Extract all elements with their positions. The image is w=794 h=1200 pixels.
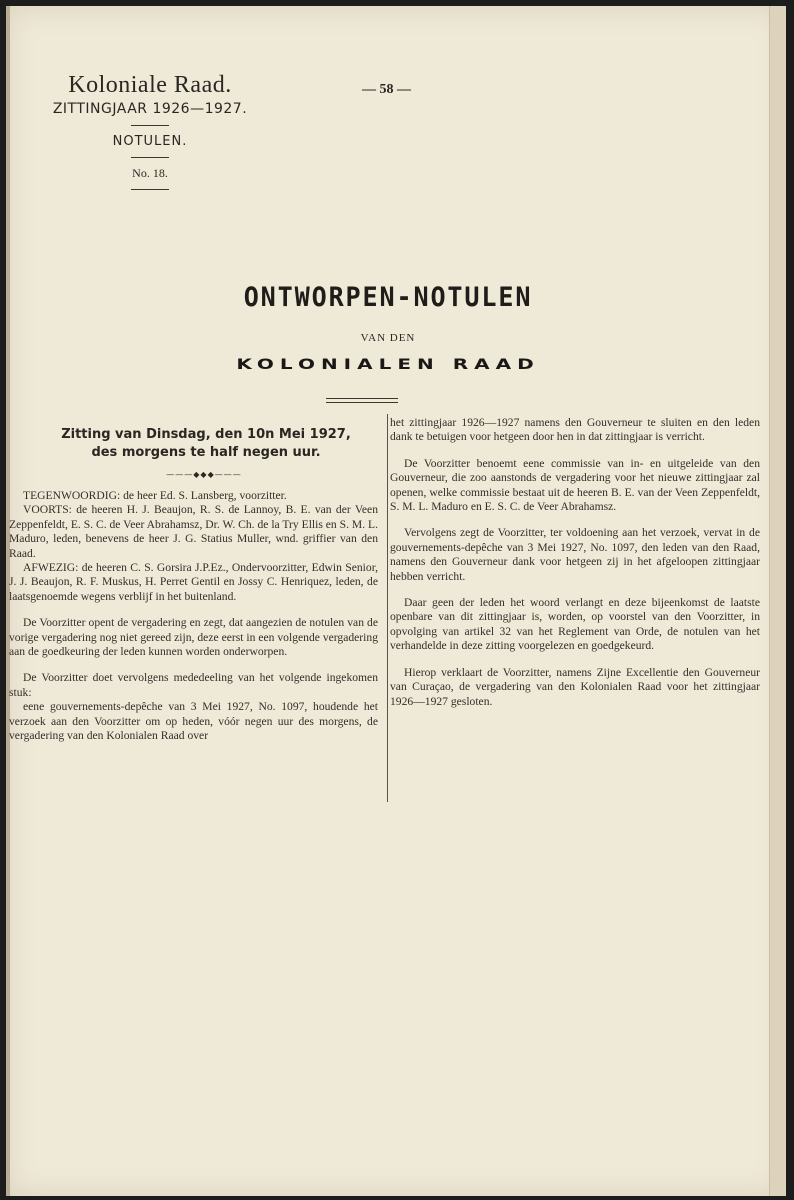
paragraph-continuation: het zittingjaar 1926—1927 namens den Gouverneur te sluiten en den leden dank te betuigen voor hetgeen door hen in dat zittingjaar is verricht. (390, 416, 760, 444)
paragraph-absent: AFWEZIG: de heeren C. S. Gorsira J.P.Ez., Ondervoorzitter, Edwin Senior, J. J. Beaujon, R. F. Muskus, H. Perret Gentil en Jossy C. Henriquez, leden, de laatsgenoemde wegens verblijf in het buitenland. (9, 561, 378, 603)
header-rule (131, 157, 169, 158)
left-column-text (6, 489, 382, 744)
masthead-title: ONTWORPEN-NOTULEN (243, 282, 533, 313)
document-page (6, 6, 786, 1196)
masthead-van-den: VAN DEN (360, 332, 416, 344)
paragraph-opening: De Voorzitter opent de vergadering en zegt, dat aangezien de notulen van de vorige vergadering nog niet gereed zijn, deze eerst in een volgende vergadering aan de goedkeuring der leden kunnen worden onderworpen. (9, 616, 378, 659)
page-edge (769, 6, 786, 1196)
paragraph-thanks: Vervolgens zegt de Voorzitter, ter voldoening aan het verzoek, vervat in de gouvernements-depêche van 3 Mei 1927, No. 1097, den leden van den Raad, namens den Gouverneur dank voor hetgeen zij in het afgeloopen zittingjaar hebben verricht. (390, 526, 760, 583)
notulen-label: NOTULEN. (112, 134, 188, 149)
paragraph-announcement: De Voorzitter doet vervolgens mededeeling van het volgende ingekomen stuk: (9, 671, 378, 699)
ornament-divider: ———◆◆◆——— (166, 470, 242, 479)
sitting-title-line-1: Zitting van Dinsdag, den 10n Mei 1927, (61, 427, 351, 442)
header-rule (131, 189, 169, 190)
paragraph-also-present: VOORTS: de heeren H. J. Beaujon, R. S. de Lannoy, B. E. van der Veen Zeppenfeldt, E. S. C. de Veer Abrahamsz, Dr. W. Ch. de la Try Ellis en S. M. L. Maduro, leden, benevens de heer J. G. Statius Muller, wnd. griffier van den Raad. (9, 503, 378, 560)
sitting-title (46, 426, 366, 462)
page-number: — 58 — (362, 82, 411, 97)
paragraph-minutes-approved: Daar geen der leden het woord verlangt en deze bijeenkomst de laatste openbare van dit zittingjaar is, worden, op voorstel van den Voorzitter, in opvolging van artikel 32 van het Reglement van Orde, de notulen van het verhandelde in deze zitting voorgelezen en goedgekeurd. (390, 596, 760, 653)
header-block (30, 72, 270, 198)
issue-number: No. 18. (132, 166, 168, 180)
right-column-text (390, 416, 764, 709)
column-divider (387, 414, 388, 802)
sitting-title-line-2: des morgens te half negen uur. (91, 445, 321, 460)
council-title: Koloniale Raad. (68, 72, 232, 98)
paragraph-commission: De Voorzitter benoemt eene commissie van in- en uitgeleide van den Gouverneur, die zoo aanstonds de vergadering voor het nieuwe zittingjaar zal openen, welke commissie bestaat uit de heeren B. E. van der Veen Zeppenfeldt, S. M. L. Maduro en E. S. C. de Veer Abrahamsz. (390, 456, 760, 514)
masthead-double-rule (326, 398, 398, 403)
right-column (390, 416, 764, 709)
session-year: ZITTINGJAAR 1926—1927. (52, 101, 248, 117)
paragraph-present: TEGENWOORDIG: de heer Ed. S. Lansberg, voorzitter. (23, 489, 287, 502)
paragraph-depeche: eene gouvernements-depêche van 3 Mei 1927, No. 1097, houdende het verzoek aan den Voorzitter om op heden, vóór negen uur des morgens, de vergadering van den Kolonialen Raad over (9, 700, 378, 743)
paragraph-closing: Hierop verklaart de Voorzitter, namens Zijne Excellentie den Gouverneur van Curaçao, de vergadering van den Kolonialen Raad voor het zittingjaar 1926—1927 gesloten. (390, 665, 760, 708)
left-column (6, 426, 382, 744)
header-rule (131, 125, 169, 126)
masthead-council: KOLONIALEN RAAD (236, 355, 540, 373)
